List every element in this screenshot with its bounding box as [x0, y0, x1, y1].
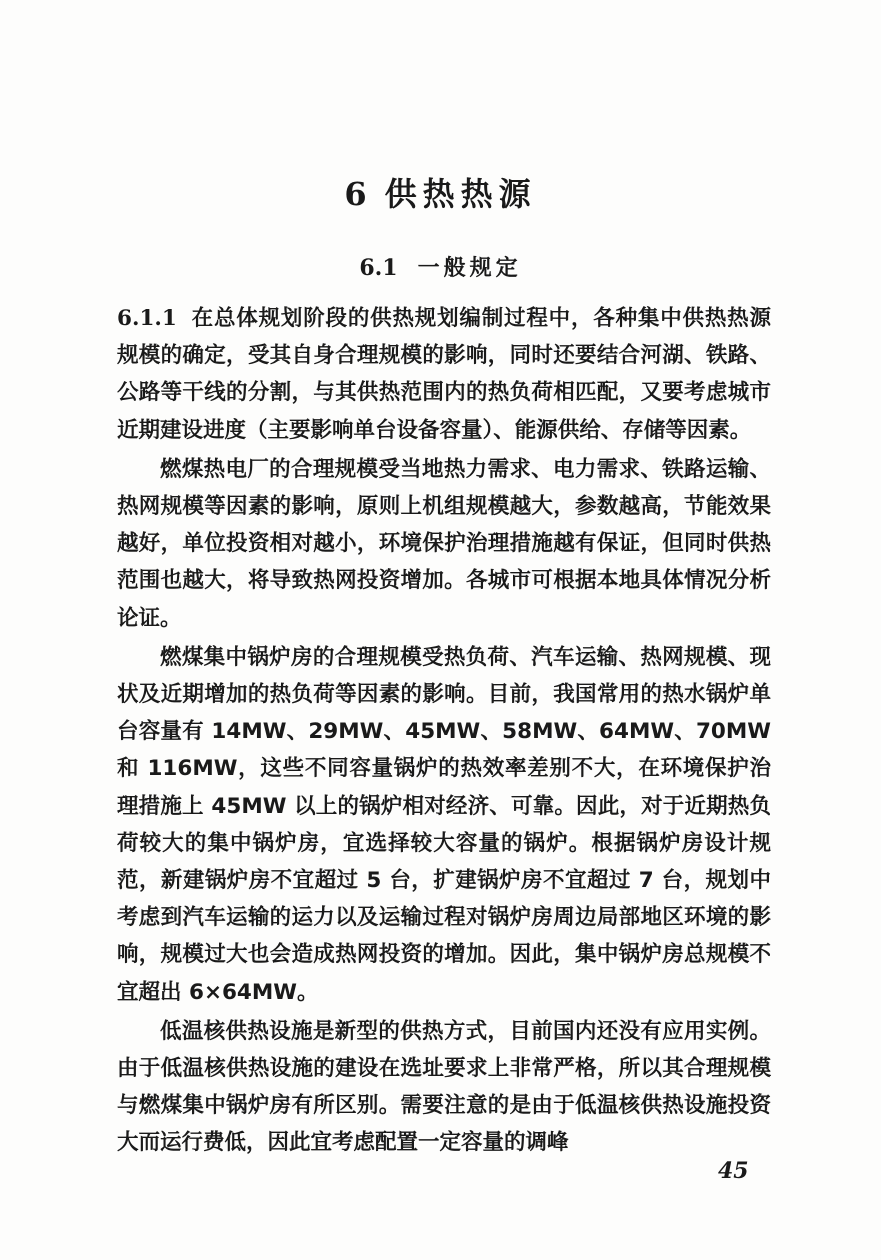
paragraph-power-plant: 燃煤热电厂的合理规模受当地热力需求、电力需求、铁路运输、热网规模等因素的影响，原则上机组规模越大，参数越高，节能效果越好，单位投资相对越小，环境保护治理措施越有保证，但同时供热范围也越大，将导致热网投资增加。各城市可根据本地具体情况分析论证。 [117, 456, 771, 631]
section-title-text: 一般规定 [417, 256, 522, 281]
section-number: 6.1 [359, 255, 398, 281]
clause-paragraph [117, 300, 771, 449]
page-number: 45 [718, 1158, 749, 1184]
chapter-number: 6 [344, 175, 367, 213]
chapter-title [0, 172, 881, 216]
body-text [117, 300, 771, 1164]
chapter-title-text: 供热热源 [384, 175, 537, 213]
clause-number: 6.1.1 [117, 306, 177, 331]
paragraph-boiler-house: 燃煤集中锅炉房的合理规模受热负荷、汽车运输、热网规模、现状及近期增加的热负荷等因素的影响。目前，我国常用的热水锅炉单台容量有 14MW、29MW、45MW、58MW、64MW、70MW 和 116MW，这些不同容量锅炉的热效率差别不大，在环境保护治理措施上 45MW 以上的锅炉相对经济、可靠。因此，对于近期热负荷较大的集中锅炉房，宜选择较大容量的锅炉。根据锅炉房设计规范，新建锅炉房不宜超过 5 台，扩建锅炉房不宜超过 7 台，规划中考虑到汽车运输的运力以及运输过程对锅炉房周边局部地区环境的影响，规模过大也会造成热网投资的增加。因此，集中锅炉房总规模不宜超出 6×64MW。 [117, 644, 771, 1005]
section-title [0, 252, 881, 285]
clause-text: 在总体规划阶段的供热规划编制过程中，各种集中供热热源规模的确定，受其自身合理规模的影响，同时还要结合河湖、铁路、公路等干线的分割，与其供热范围内的热负荷相匹配，又要考虑城市近期建设进度（主要影响单台设备容量）、能源供给、存储等因素。 [117, 306, 771, 443]
paragraph-nuclear-heating: 低温核供热设施是新型的供热方式，目前国内还没有应用实例。由于低温核供热设施的建设在选址要求上非常严格，所以其合理规模与燃煤集中锅炉房有所区别。需要注意的是由于低温核供热设施投资大而运行费低，因此宜考虑配置一定容量的调峰 [117, 1018, 771, 1156]
